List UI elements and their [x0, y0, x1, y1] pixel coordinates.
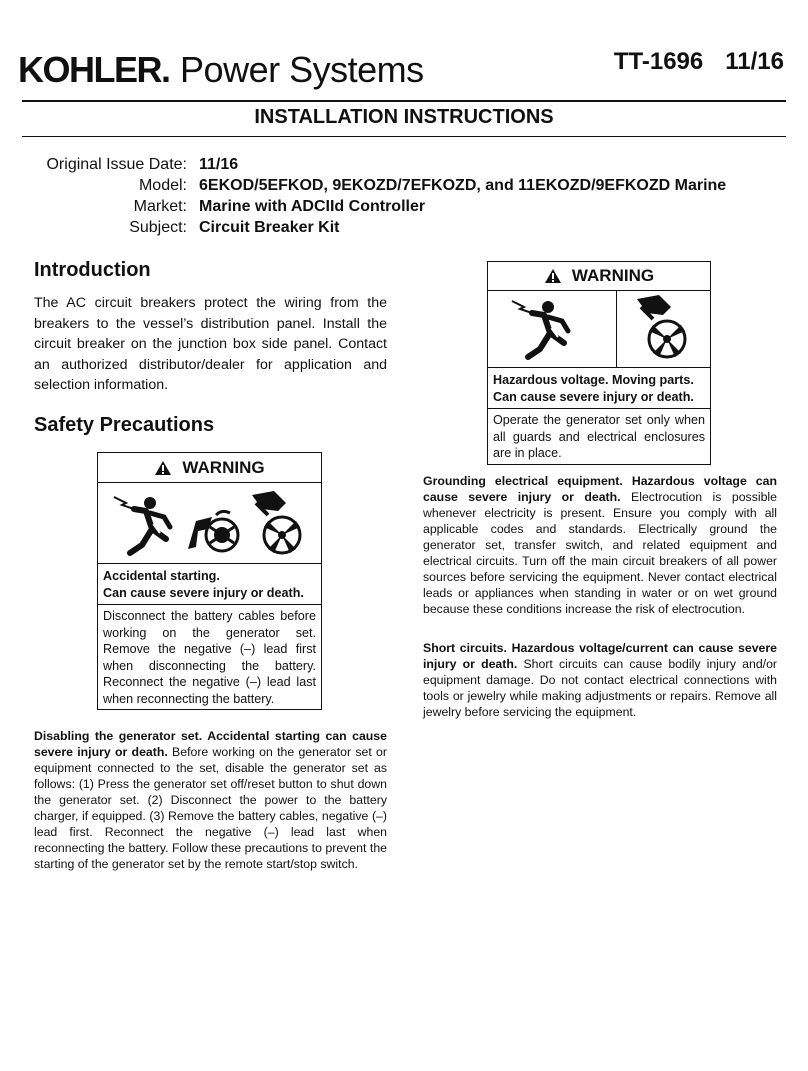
warning-subtitle-line: Can cause severe injury or death.: [493, 389, 694, 404]
warning-header: [488, 262, 710, 291]
short-circuits-text: Short circuits can cause bodily injury and/or equipment damage. Do not contact electrical connections with tools or jewelry while making adjustments or repairs. Remove all jewelry before servicing the equipment.: [423, 657, 778, 719]
short-circuits-paragraph: [423, 640, 777, 720]
document-id: [614, 48, 784, 76]
disabling-paragraph: [34, 728, 387, 872]
brand-suffix: Power Systems: [180, 49, 424, 90]
info-row-market: [10, 196, 726, 217]
icon-divider: [616, 291, 617, 367]
title-rule: [22, 136, 786, 137]
disabling-lead: Disabling the generator set. Accidental starting can cause severe injury or death.: [34, 729, 387, 759]
info-value: 6EKOD/5EFKOD, 9EKOZD/7EFKOZD, and 11EKOZD/9EFKOZD Marine: [199, 177, 727, 194]
warning-subtitle-line: Accidental starting.: [103, 569, 220, 583]
electrocution-icon: [508, 297, 578, 361]
info-row-issue-date: [10, 154, 726, 175]
info-value: 11/16: [199, 156, 239, 173]
grounding-text: Electrocution is possible whenever electricity is present. Ensure you comply with all applicable codes and standards. Electrically ground the generator set, transfer switch, and related equipment and electrical circuits. Turn off the main circuit breakers of all power sources before servicing the equipment. Never contact electrical leads or appliances when standing in water or on wet ground because these conditions increase the risk of electrocution.: [423, 490, 777, 616]
warning-text: Operate the generator set only when all guards and electrical enclosures are in place.: [493, 413, 705, 460]
introduction-text: The AC circuit breakers protect the wiring from the breakers to the vessel’s distribution panel. Install the circuit breaker on the junction box side panel. Contact an authorized distributor/dealer for application and selection information.: [34, 295, 387, 393]
warning-box-hazardous-voltage: [487, 261, 711, 465]
info-value: Circuit Breaker Kit: [199, 219, 340, 236]
warning-subtitle-line: Hazardous voltage. Moving parts.: [493, 373, 694, 387]
warning-triangle-icon: [154, 460, 172, 476]
warning-triangle-icon: [544, 268, 562, 284]
fan-blade-icon: [246, 489, 310, 561]
warning-text: Disconnect the battery cables before working on the generator set. Remove the negative (–) lead first when disconnecting the battery. Reconnect the negative (–) lead last when reconnecting the battery.: [103, 609, 316, 706]
warning-subtitle: [98, 564, 321, 605]
info-label: Model:: [138, 177, 187, 194]
electrocution-icon: [112, 493, 178, 557]
disabling-text: Before working on the generator set or equipment connected to the set, disable the generator set as follows: (1) Press the generator set off/reset button to shut down the generator set. (2) Disconnect the power to the battery charger, if equipped. (3) Remove the battery cables, negative (–) lead first. Reconnect the negative (–) lead last when reconnecting the battery. Follow these precautions to prevent the starting of the generator set by the remote start/stop switch.: [34, 745, 387, 871]
header-rule: [22, 100, 786, 102]
warning-title: WARNING: [182, 457, 265, 477]
doc-number: TT-1696: [613, 48, 704, 75]
brand-logo: KOHLER. Power Systems: [18, 49, 424, 90]
grounding-paragraph: [423, 473, 777, 617]
doc-date: 11/16: [725, 48, 784, 75]
warning-icons: [98, 483, 321, 564]
warning-subtitle: [488, 368, 710, 409]
info-label: Market:: [133, 198, 187, 215]
info-value: Marine with ADCIId Controller: [199, 198, 426, 215]
grounding-lead: Grounding electrical equipment. Hazardous voltage can cause severe injury or death.: [423, 474, 777, 504]
brand-name: KOHLER: [18, 49, 161, 90]
info-block: [10, 154, 726, 238]
info-label: Original Issue Date:: [46, 156, 187, 173]
warning-title: WARNING: [571, 266, 655, 285]
warning-subtitle-line: Can cause severe injury or death.: [103, 585, 304, 600]
info-row-subject: [10, 217, 726, 238]
safety-heading: Safety Precautions: [34, 414, 215, 436]
warning-header: [98, 453, 321, 483]
warning-icons: [488, 291, 710, 368]
hand-in-fan-icon: [186, 509, 242, 559]
info-label: Subject:: [129, 219, 187, 236]
warning-box-accidental-starting: [97, 452, 322, 710]
short-circuits-lead: Short circuits. Hazardous voltage/current can cause severe injury or death.: [423, 641, 777, 671]
fan-blade-icon: [628, 293, 698, 365]
introduction-heading: Introduction: [34, 259, 151, 281]
document-title: INSTALLATION INSTRUCTIONS: [254, 106, 554, 128]
info-row-model: [10, 175, 726, 196]
